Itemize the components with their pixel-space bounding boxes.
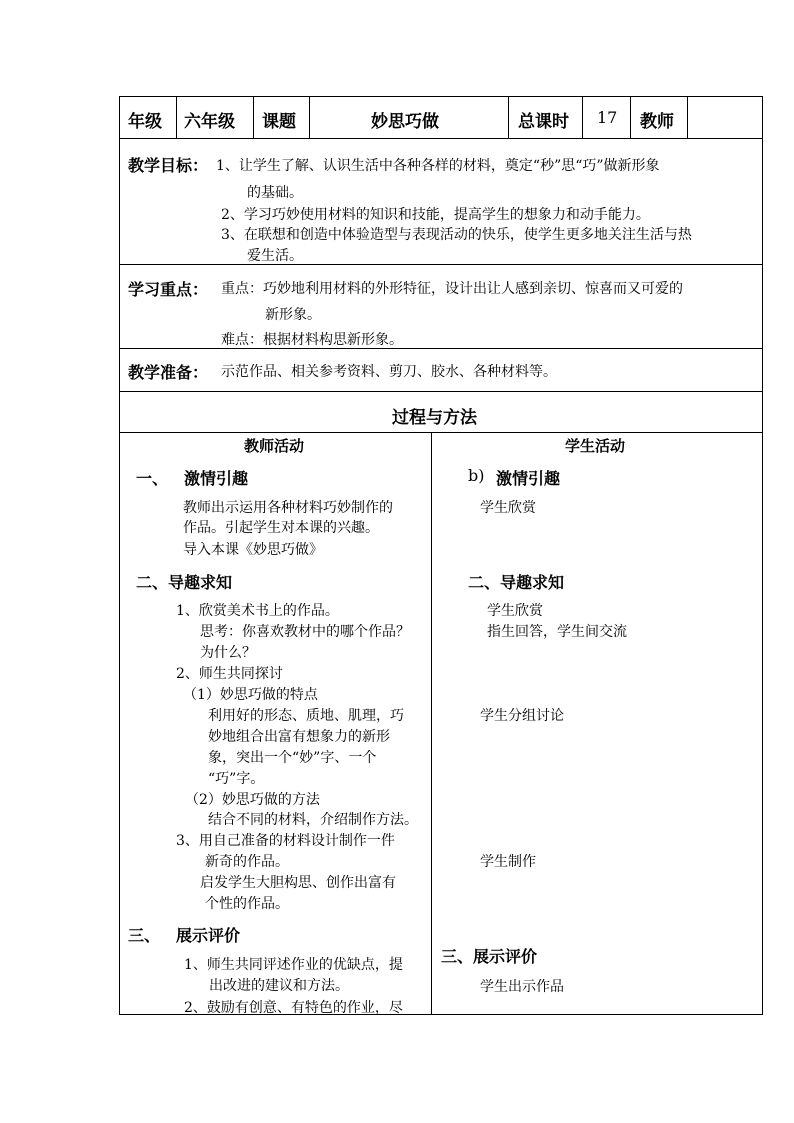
student-section-1-number: b) <box>468 466 485 485</box>
header-divider-3 <box>309 96 310 138</box>
header-divider-4 <box>508 96 509 138</box>
topic-label: 课题 <box>262 112 296 132</box>
teacher-s2-line-8: 象，突出一个“妙”字、一个 <box>208 750 377 766</box>
teacher-s2-line-15: 个性的作品。 <box>205 896 289 912</box>
student-section-1-title: 激情引趣 <box>496 469 561 488</box>
focus-difficulty: 难点：根据材料构思新形象。 <box>221 332 403 348</box>
prep-label: 教学准备： <box>128 363 209 382</box>
goal-1-cont: 的基础。 <box>247 185 303 201</box>
student-section-2-title: 二、导趣求知 <box>468 573 565 592</box>
goal-2: 2、学习巧妙使用材料的知识和技能，提高学生的想象力和动手能力。 <box>221 207 650 223</box>
header-divider-7 <box>687 96 688 138</box>
focus-label: 学习重点： <box>128 280 209 299</box>
row-divider-header <box>119 138 763 139</box>
goal-3: 3、在联想和创造中体验造型与表现活动的快乐，使学生更多地关注生活与热 <box>221 227 692 243</box>
process-title: 过程与方法 <box>392 408 477 428</box>
border-right <box>762 96 763 1015</box>
header-divider-1 <box>176 96 177 138</box>
student-s2-line-2: 指生回答，学生间交流 <box>487 624 627 640</box>
goals-label: 教学目标： <box>128 156 209 175</box>
teacher-section-1-number: 一、 <box>136 469 169 488</box>
student-column-header: 学生活动 <box>565 437 626 455</box>
header-divider-2 <box>253 96 254 138</box>
topic-value: 妙思巧做 <box>371 112 439 132</box>
teacher-s2-line-6: 利用好的形态、质地、肌理，巧 <box>208 708 404 724</box>
row-divider-process <box>119 432 763 433</box>
teacher-s2-line-2: 思考：你喜欢教材中的哪个作品？ <box>200 624 410 640</box>
teacher-s3-line-3: 2、鼓励有创意、有特色的作业，尽 <box>184 1000 403 1016</box>
teacher-s2-line-4: 2、师生共同探讨 <box>176 666 283 682</box>
teacher-section-3-title: 展示评价 <box>176 926 241 945</box>
total-hours-label: 总课时 <box>518 112 569 132</box>
teacher-s3-line-2: 出改进的建议和方法。 <box>209 978 349 994</box>
row-divider-focus <box>119 348 763 349</box>
teacher-s2-line-1: 1、欣赏美术书上的作品。 <box>176 603 339 619</box>
teacher-s1-line-3: 导入本课《妙思巧做》 <box>183 542 323 558</box>
student-section-3-title: 三、展示评价 <box>441 947 538 966</box>
student-s2-line-1: 学生欣赏 <box>487 603 543 619</box>
student-s2-line-3: 学生分组讨论 <box>480 708 564 724</box>
teacher-s1-line-2: 作品。引起学生对本课的兴趣。 <box>183 520 379 536</box>
header-divider-5 <box>582 96 583 138</box>
teacher-s2-line-10: （2）妙思巧做的方法 <box>185 792 320 808</box>
teacher-s2-line-12: 3、用自己准备的材料设计制作一件 <box>176 833 395 849</box>
border-top <box>119 96 763 97</box>
row-divider-prep <box>119 391 763 392</box>
teacher-label: 教师 <box>640 112 674 132</box>
teacher-s2-line-9: “巧”字。 <box>208 771 265 787</box>
teacher-s2-line-11: 结合不同的材料，介绍制作方法。 <box>208 812 418 828</box>
grade-value: 六年级 <box>184 112 235 132</box>
grade-label: 年级 <box>128 112 162 132</box>
teacher-s2-line-7: 妙地组合出富有想象力的新形 <box>208 729 390 745</box>
total-hours-value: 17 <box>597 108 618 127</box>
teacher-s2-line-13: 新奇的作品。 <box>205 854 289 870</box>
teacher-s2-line-5: （1）妙思巧做的特点 <box>183 687 318 703</box>
border-left <box>119 96 120 1015</box>
teacher-s1-line-1: 教师出示运用各种材料巧妙制作的 <box>183 500 393 516</box>
teacher-s2-line-3: 为什么？ <box>200 645 256 661</box>
goal-1: 1、让学生了解、认识生活中各种各样的材料，奠定“秒”思“巧”做新形象 <box>216 158 660 174</box>
teacher-section-3-number: 三、 <box>128 926 161 945</box>
focus-key-point-cont: 新形象。 <box>265 307 321 323</box>
row-divider-goals <box>119 264 763 265</box>
teacher-section-1-title: 激情引趣 <box>184 469 249 488</box>
focus-key-point: 重点：巧妙地利用材料的外形特征，设计出让人感到亲切、惊喜而又可爱的 <box>221 281 683 297</box>
prep-text: 示范作品、相关参考资料、剪刀、胶水、各种材料等。 <box>221 364 557 380</box>
goal-3-cont: 爱生活。 <box>247 248 303 264</box>
teacher-s3-line-1: 1、师生共同评述作业的优缺点，提 <box>184 957 403 973</box>
header-divider-6 <box>630 96 631 138</box>
teacher-section-2-title: 二、导趣求知 <box>136 573 233 592</box>
student-s1-line-1: 学生欣赏 <box>480 500 536 516</box>
student-s3-line-1: 学生出示作品 <box>480 979 564 995</box>
student-s2-line-4: 学生制作 <box>480 854 536 870</box>
teacher-column-header: 教师活动 <box>244 437 305 455</box>
teacher-s2-line-14: 启发学生大胆构思、创作出富有 <box>200 875 396 891</box>
column-divider-activities <box>431 432 432 1014</box>
